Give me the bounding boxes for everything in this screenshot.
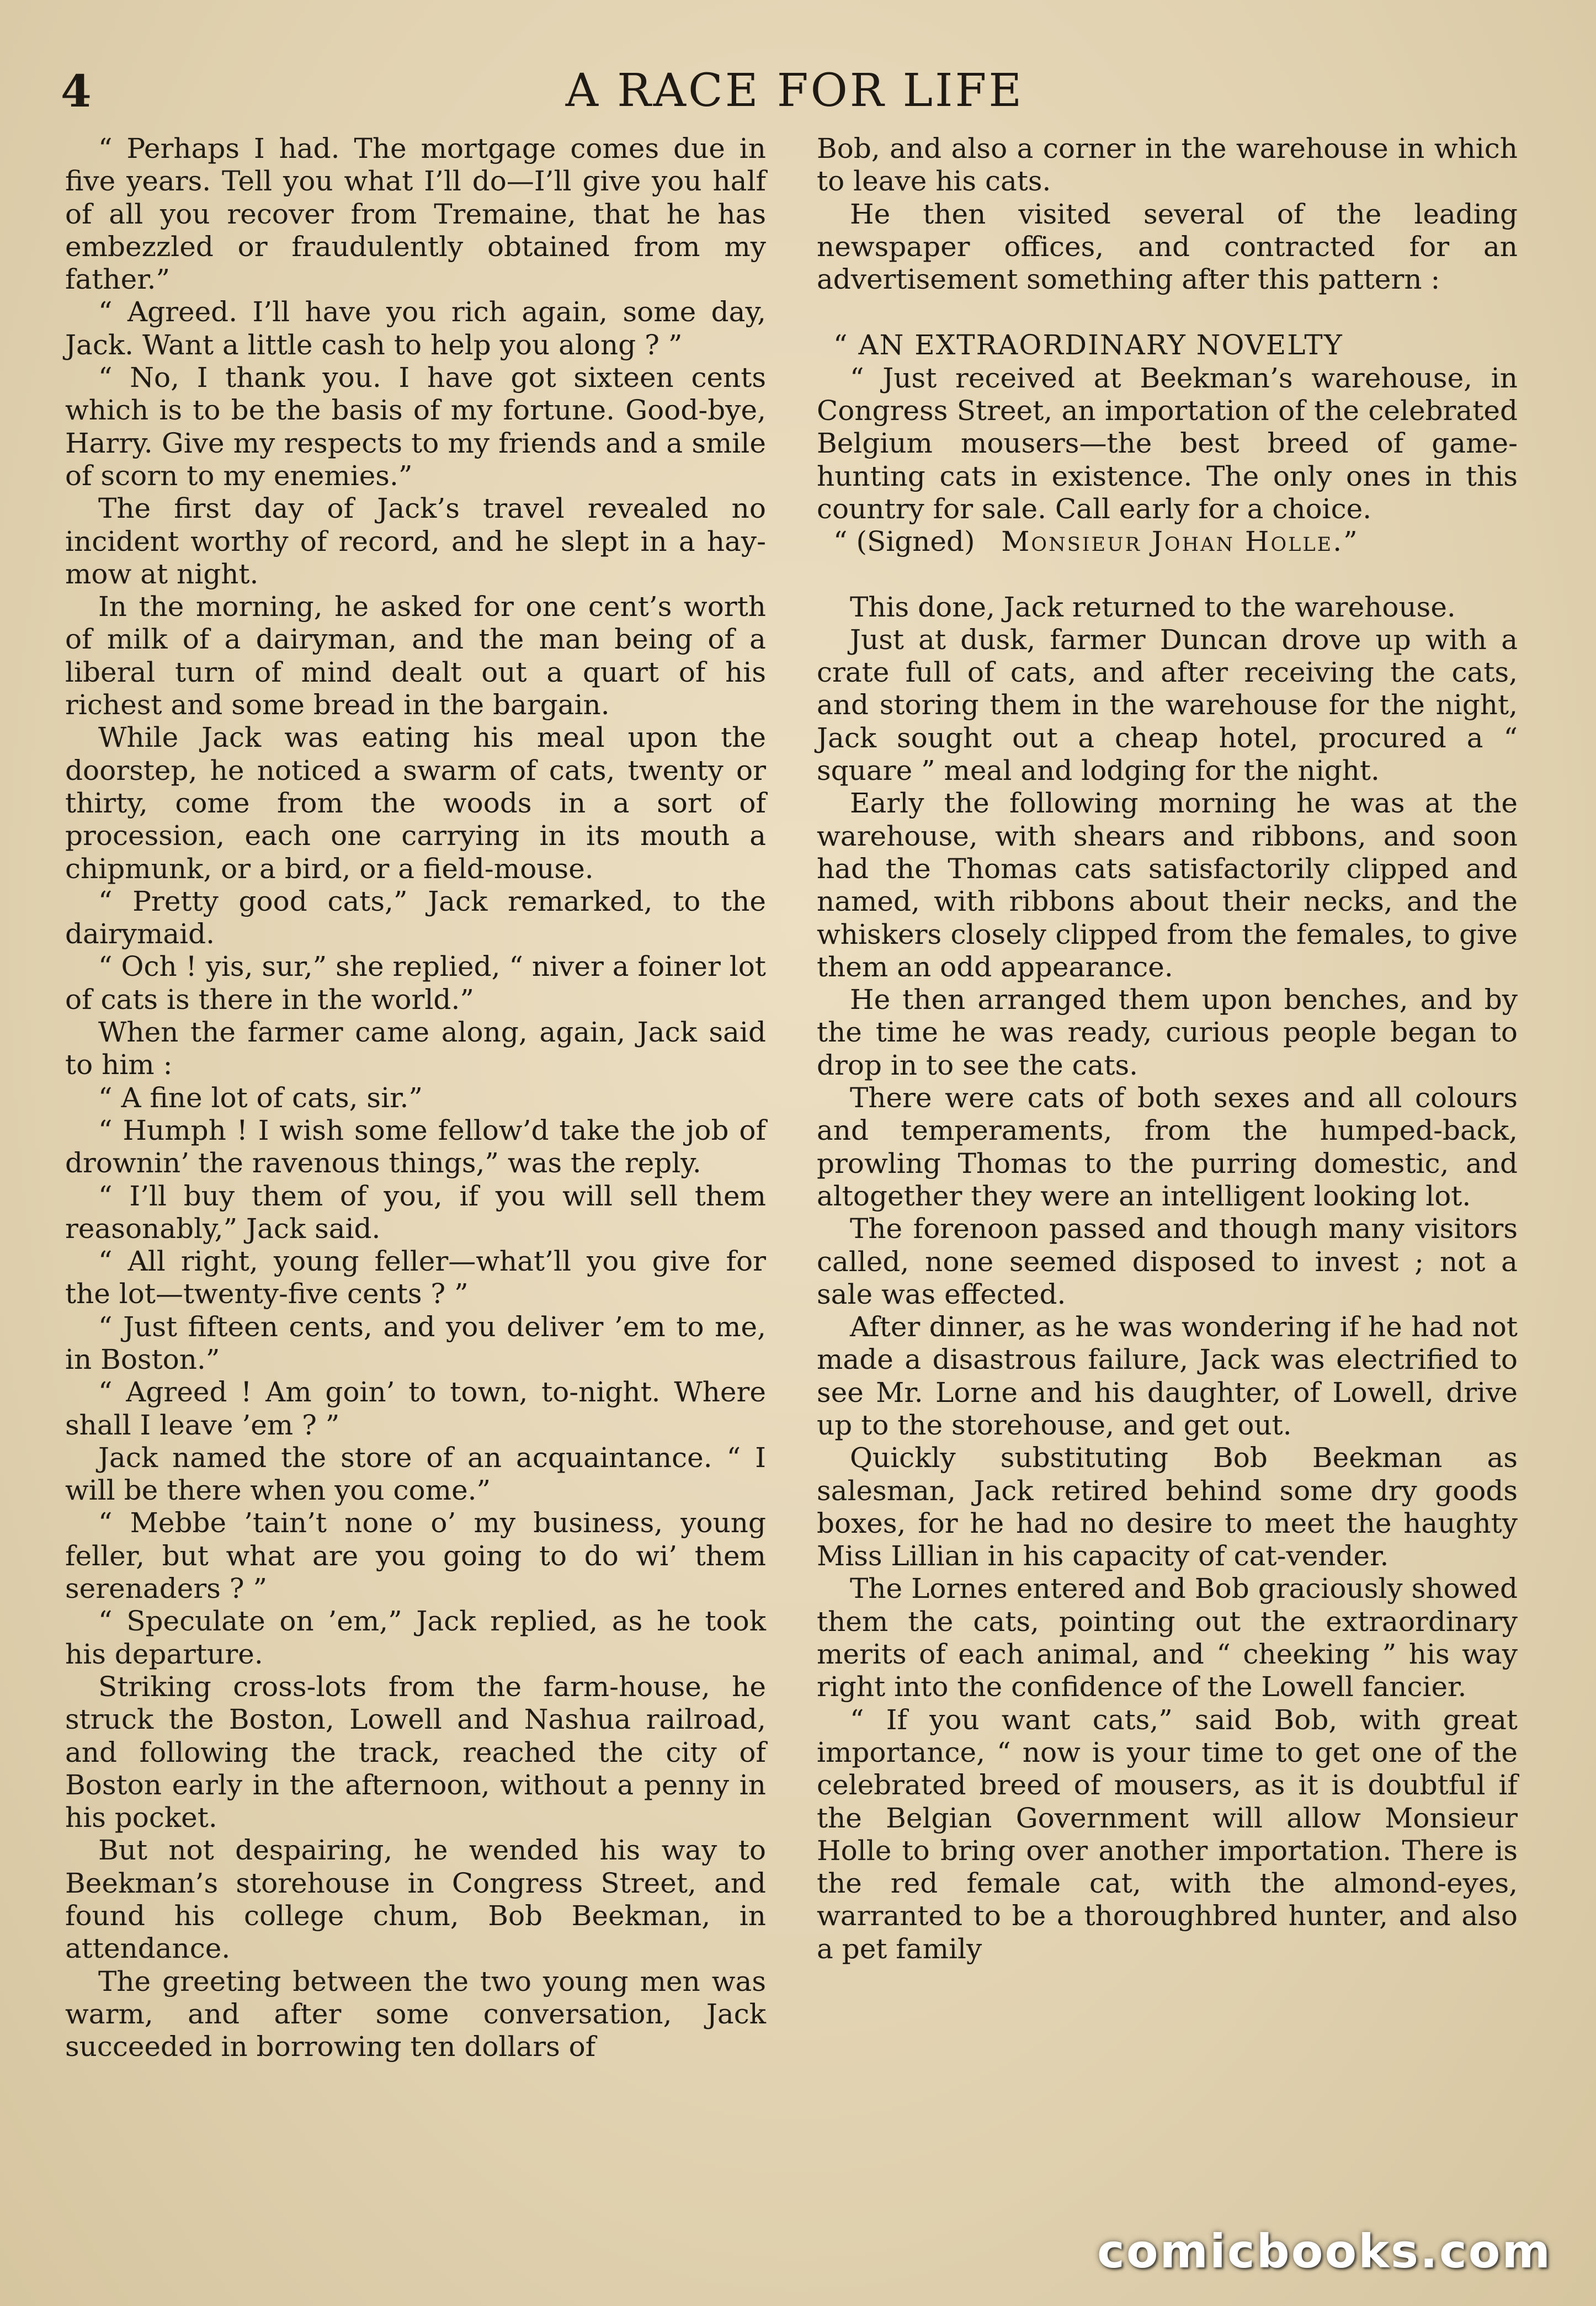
right-column <box>817 132 1518 1965</box>
paragraph: “ Just fifteen cents, and you deliver ’em to me, in Boston.” <box>65 1310 766 1375</box>
advertisement-body: “ Just received at Beekman’s warehouse, in Congress Street, an importation of the celebrated Belgium mousers—the best breed of game-hunting cats in existence. The only ones in this country for sale. Call early for a choice. <box>817 362 1518 525</box>
paragraph: “ Agreed ! Am goin’ to town, to-night. Where shall I leave ’em ? ” <box>65 1376 766 1441</box>
paragraph: “ All right, young feller—what’ll you give for the lot—twenty-five cents ? ” <box>65 1245 766 1310</box>
paragraph: The greeting between the two young men was warm, and after some conversation, Jack succeeded in borrowing ten dollars of <box>65 1965 766 2063</box>
left-column <box>65 132 766 2064</box>
paragraph: The Lornes entered and Bob graciously showed them the cats, pointing out the extraordinary merits of each animal, and “ cheeking ” his way right into the confidence of the Lowell fancier. <box>817 1572 1518 1703</box>
paragraph: He then arranged them upon benches, and by the time he was ready, curious people began to drop in to see the cats. <box>817 984 1518 1081</box>
paragraph: He then visited several of the leading newspaper offices, and contracted for an advertisement something after this pattern : <box>817 198 1518 296</box>
paragraph: “ Perhaps I had. The mortgage comes due in five years. Tell you what I’ll do—I’ll give you half of all you recover from Tremaine, that he has embezzled or fraudulently obtained from my father.” <box>65 132 766 296</box>
paragraph: Jack named the store of an acquaintance. “ I will be there when you come.” <box>65 1441 766 1507</box>
paragraph: “ I’ll buy them of you, if you will sell them reasonably,” Jack said. <box>65 1179 766 1245</box>
paragraph: “ Och ! yis, sur,” she replied, “ niver a foiner lot of cats is there in the world.” <box>65 950 766 1016</box>
page-header <box>61 63 1529 124</box>
paragraph: In the morning, he asked for one cent’s worth of milk of a dairyman, and the man being of a liberal turn of mind dealt out a quart of his richest and some bread in the bargain. <box>65 591 766 721</box>
page-number: 4 <box>61 65 92 117</box>
paragraph: The forenoon passed and though many visitors called, none seemed disposed to invest ; not a sale was effected. <box>817 1213 1518 1310</box>
paragraph: When the farmer came along, again, Jack said to him : <box>65 1016 766 1081</box>
running-title: A RACE FOR LIFE <box>565 65 1024 117</box>
advertisement-signature <box>817 525 1518 558</box>
paragraph: Striking cross-lots from the farm-house, he struck the Boston, Lowell and Nashua railroad, and following the track, reached the city of Boston early in the afternoon, without a penny in his pocket. <box>65 1670 766 1834</box>
paragraph: “ Mebbe ’tain’t none o’ my business, young feller, but what are you going to do wi’ them serenaders ? ” <box>65 1507 766 1605</box>
paragraph: “ Humph ! I wish some fellow’d take the job of drownin’ the ravenous things,” was the reply. <box>65 1114 766 1179</box>
paragraph: “ A fine lot of cats, sir.” <box>98 1081 423 1114</box>
paragraph: While Jack was eating his meal upon the doorstep, he noticed a swarm of cats, twenty or thirty, come from the woods in a sort of procession, each one carrying in its mouth a chipmunk, or a bird, or a field-mouse. <box>65 721 766 885</box>
advertisement-title: “ AN EXTRAORDINARY NOVELTY <box>833 329 1343 362</box>
paragraph: After dinner, as he was wondering if he had not made a disastrous failure, Jack was electrified to see Mr. Lorne and his daughter, of Lowell, drive up to the storehouse, and get out. <box>817 1311 1518 1441</box>
paragraph: Quickly substituting Bob Beekman as salesman, Jack retired behind some dry goods boxes, for he had no desire to meet the haughty Miss Lillian in his capacity of cat-vender. <box>817 1442 1518 1572</box>
paragraph: Early the following morning he was at the warehouse, with shears and ribbons, and soon had the Thomas cats satisfactorily clipped and named, with ribbons about their necks, and the whiskers closely clipped from the females, to give them an odd appearance. <box>817 787 1518 983</box>
paragraph: “ If you want cats,” said Bob, with great importance, “ now is your time to get one of the celebrated breed of mousers, as it is doubtful if the Belgian Government will allow Monsieur Holle to bring over another importation. There is the red female cat, with the almond-eyes, warranted to be a thoroughbred hunter, and also a pet family <box>817 1703 1518 1965</box>
paragraph: Bob, and also a corner in the warehouse in which to leave his cats. <box>817 132 1518 198</box>
paragraph: “ No, I thank you. I have got sixteen cents which is to be the basis of my fortune. Good-bye, Harry. Give my respects to my friends and a smile of scorn to my enemies.” <box>65 362 766 492</box>
signature-prefix: “ (Signed) <box>833 525 975 558</box>
paragraph: “ Speculate on ’em,” Jack replied, as he took his departure. <box>65 1605 766 1670</box>
paragraph: But not despairing, he wended his way to Beekman’s storehouse in Congress Street, and found his college chum, Bob Beekman, in attendance. <box>65 1834 766 1965</box>
signature-name: Monsieur Johan Holle.” <box>1001 525 1359 558</box>
paragraph: There were cats of both sexes and all colours and temperaments, from the humped-back, prowling Thomas to the purring domestic, and altogether they were an intelligent looking lot. <box>817 1082 1518 1212</box>
paragraph: “ Pretty good cats,” Jack remarked, to the dairymaid. <box>65 885 766 950</box>
paragraph: Just at dusk, farmer Duncan drove up with a crate full of cats, and after receiving the cats, and storing them in the warehouse for the night, Jack sought out a cheap hotel, procured a “ square ” meal and lodging for the night. <box>817 623 1518 787</box>
paragraph: “ Agreed. I’ll have you rich again, some day, Jack. Want a little cash to help you along ? ” <box>65 296 766 361</box>
watermark: comicbooks.com <box>1097 2224 1552 2278</box>
paragraph: The first day of Jack’s travel revealed no incident worthy of record, and he slept in a hay-mow at night. <box>65 492 766 590</box>
paragraph: This done, Jack returned to the warehouse. <box>850 591 1456 623</box>
